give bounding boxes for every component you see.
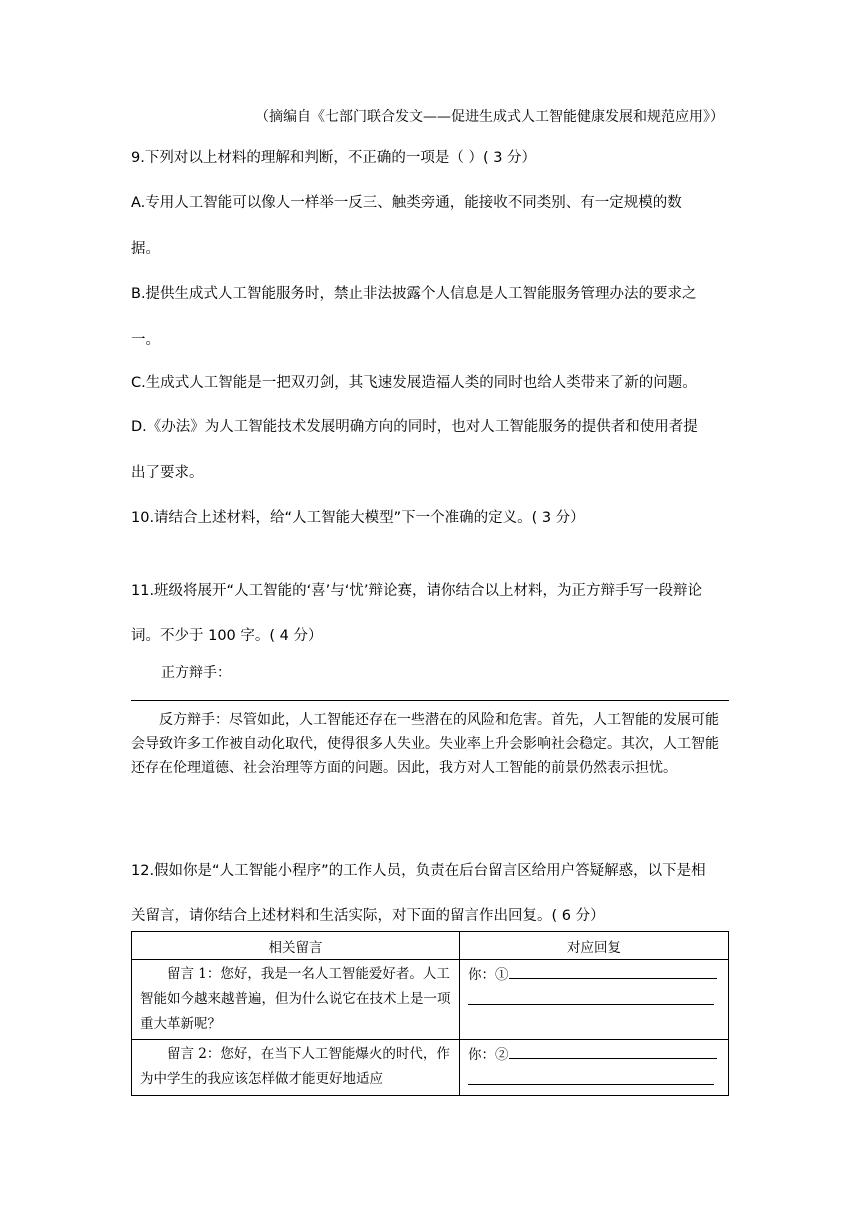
con-debater-text: 反方辩手：尽管如此，人工智能还存在一些潜在的风险和危害。首先，人工智能的发展可能会导致许多工作被自动化取代，使得很多人失业。失业率上升会影响社会稳定。其次，人工智能还存在伦理道德、社会治理等方面的问题。因此，我方对人工智能的前景仍然表示担忧。 <box>131 712 719 776</box>
message-reply-table <box>131 931 729 1096</box>
message-1-cell <box>132 960 460 1040</box>
q12-stem-line1: 12.假如你是“人工智能小程序”的工作人员，负责在后台留言区给用户答疑解惑，以下是相 <box>131 863 706 879</box>
pro-debater-label: 正方辩手： <box>161 665 231 681</box>
q11-stem-line1: 11.班级将展开“人工智能的‘喜’与‘忧’辩论赛，请你结合以上材料，为正方辩手写一段辩论 <box>131 583 703 599</box>
q10-stem: 10.请结合上述材料，给“人工智能大模型”下一个准确的定义。( 3 分） <box>131 510 585 526</box>
reply-2-blank-a[interactable] <box>509 1042 717 1059</box>
reply-1-blank-b[interactable] <box>468 988 714 1005</box>
reply-2-prefix: 你：② <box>468 1047 509 1063</box>
reply-1-prefix: 你：① <box>468 967 509 983</box>
reply-1-blank-a[interactable] <box>509 962 717 979</box>
header-messages: 相关留言 <box>132 932 460 960</box>
reply-2-cell[interactable] <box>460 1040 729 1096</box>
table-header-row <box>132 932 729 960</box>
q9-option-d-line1: D.《办法》为人工智能技术发展明确方向的同时，也对人工智能服务的提供者和使用者提 <box>131 419 698 435</box>
message-1-text: 留言 1：您好，我是一名人工智能爱好者。人工智能如今越来越普遍，但为什么说它在技术上是一项重大革新呢？ <box>140 966 451 1032</box>
q12-stem-line2: 关留言，请你结合上述材料和生活实际，对下面的留言作出回复。( 6 分） <box>131 908 605 924</box>
reply-2-blank-b[interactable] <box>468 1068 714 1085</box>
q9-option-a-line1: A.专用人工智能可以像人一样举一反三、触类旁通，能接收不同类别、有一定规模的数 <box>131 195 682 211</box>
reply-1-cell[interactable] <box>460 960 729 1040</box>
q9-stem: 9.下列对以上材料的理解和判断，不正确的一项是（ ）( 3 分） <box>131 150 537 166</box>
q9-option-c: C.生成式人工智能是一把双刃剑，其飞速发展造福人类的同时也给人类带来了新的问题。 <box>131 375 697 391</box>
q11-stem-line2: 词。不少于 100 字。( 4 分） <box>131 628 323 644</box>
table-row <box>132 960 729 1040</box>
header-replies: 对应回复 <box>460 932 729 960</box>
source-citation: （摘编自《七部门联合发文——促进生成式人工智能健康发展和规范应用》） <box>255 109 724 125</box>
table-row <box>132 1040 729 1096</box>
message-2-cell <box>132 1040 460 1096</box>
q9-option-d-line2: 出了要求。 <box>131 465 204 481</box>
pro-answer-line[interactable] <box>131 700 729 701</box>
message-2-text: 留言 2：您好，在当下人工智能爆火的时代，作为中学生的我应该怎样做才能更好地适应 <box>140 1046 450 1087</box>
q9-option-b-line1: B.提供生成式人工智能服务时，禁止非法披露个人信息是人工智能服务管理办法的要求之 <box>131 286 697 302</box>
q9-option-a-line2: 据。 <box>131 241 160 257</box>
q9-option-b-line2: 一。 <box>131 332 160 348</box>
